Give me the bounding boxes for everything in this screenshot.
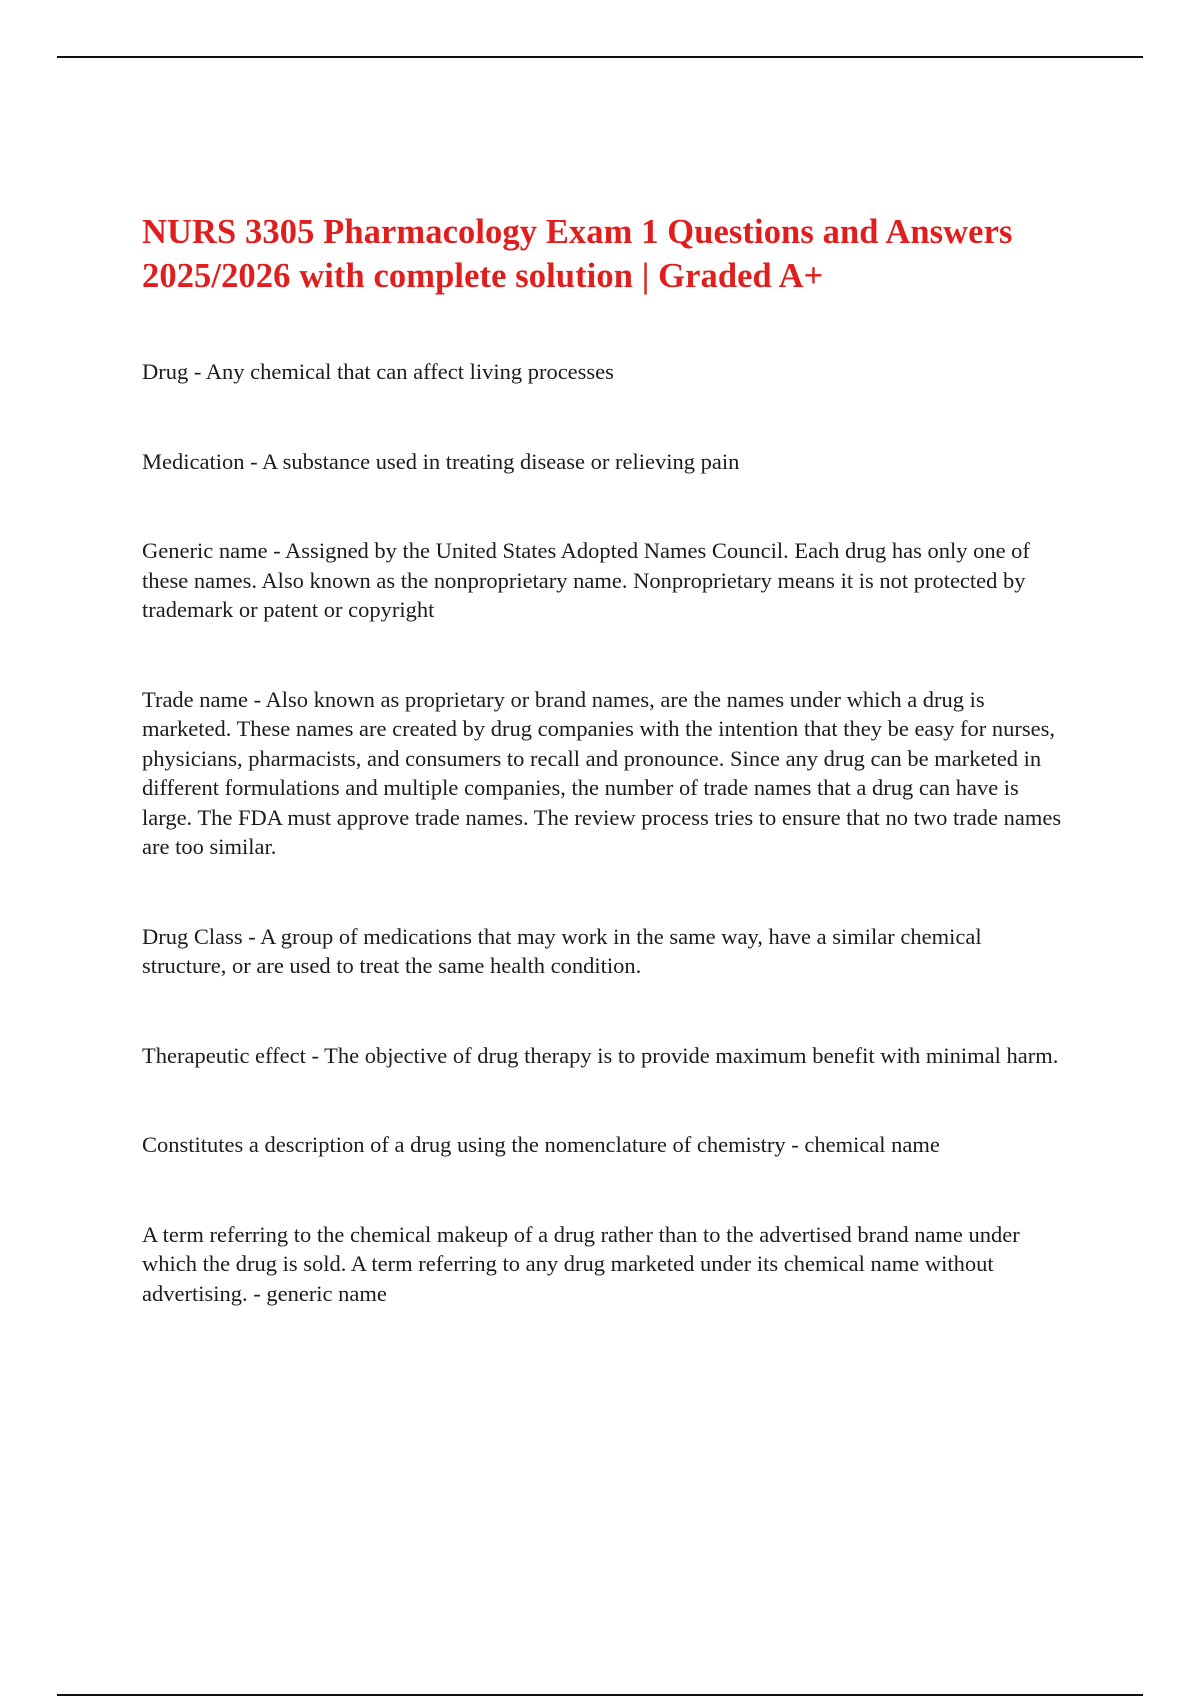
qa-entry-trade-name: Trade name - Also known as proprietary or brand names, are the names under which a drug is marketed. These names are created by drug companies with the intention that they be easy for nurses, physicians, pharmacists, and consumers to recall and pronounce. Since any drug can be marketed in different formulations and multiple companies, the number of trade names that a drug can have is large. The FDA must approve trade names. The review process tries to ensure that no two trade names are too similar. <box>142 686 1062 859</box>
qa-entry-drug-class: Drug Class - A group of medications that may work in the same way, have a similar chemical structure, or are used to treat the same health condition. <box>142 923 982 978</box>
qa-entry-medication: Medication - A substance used in treating disease or relieving pain <box>142 448 740 474</box>
qa-entry-therapeutic-effect: Therapeutic effect - The objective of drug therapy is to provide maximum benefit with minimal harm. <box>142 1042 1059 1068</box>
footer-rule <box>57 1694 1143 1696</box>
document-body <box>142 210 1062 1308</box>
qa-entry-generic-name: Generic name - Assigned by the United States Adopted Names Council. Each drug has only one of these names. Also known as the nonproprietary name. Nonproprietary means it is not protected by trademark or patent or copyright <box>142 538 1030 622</box>
qa-entry-chemical-name: Constitutes a description of a drug using the nomenclature of chemistry - chemical name <box>142 1132 940 1157</box>
qa-entry-drug: Drug - Any chemical that can affect living processes <box>142 359 614 384</box>
header-rule <box>57 56 1143 58</box>
document-title: NURS 3305 Pharmacology Exam 1 Questions and Answers 2025/2026 with complete solution | Graded A+ <box>142 213 1013 295</box>
qa-entry-list <box>142 357 1062 1308</box>
qa-entry-generic-name-definition: A term referring to the chemical makeup of a drug rather than to the advertised brand name under which the drug is sold. A term referring to any drug marketed under its chemical name without advertising. - generic name <box>142 1221 1020 1306</box>
